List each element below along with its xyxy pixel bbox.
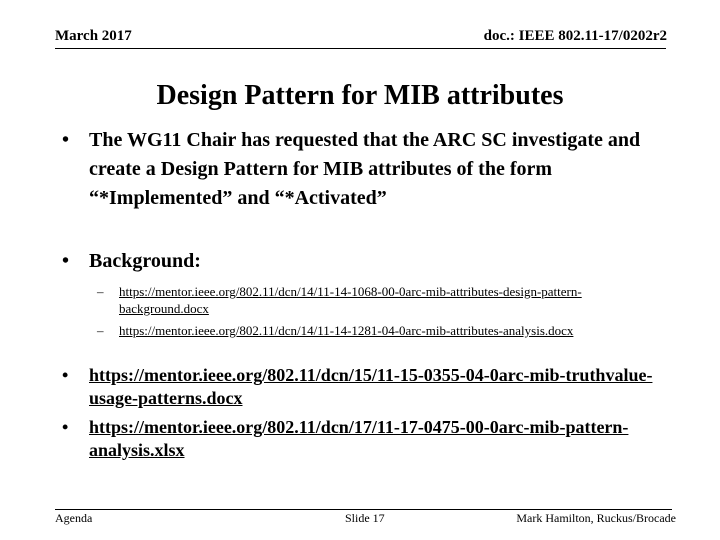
bullet-text: Background: xyxy=(89,250,201,272)
bullet-marker: • xyxy=(62,250,70,272)
header-document-id: doc.: IEEE 802.11-17/0202r2 xyxy=(483,28,667,44)
background-link-attributes-analysis[interactable]: https://mentor.ieee.org/802.11/dcn/14/11-14-1281-04-0arc-mib-attributes-analysis.docx xyxy=(119,323,574,338)
bullet-item xyxy=(62,416,662,462)
bullet-marker: • xyxy=(62,417,69,437)
bullet-text: The WG11 Chair has requested that the ARC SC investigate and create a Design Pattern for MIB attributes of the form “*Implemented” and “*Activated” xyxy=(89,129,641,209)
bullet-item xyxy=(62,126,662,213)
bullet-marker: • xyxy=(62,129,70,151)
bullet-marker: • xyxy=(62,365,69,385)
sub-bullet-marker: – xyxy=(97,323,104,338)
link-mib-pattern-analysis[interactable]: https://mentor.ieee.org/802.11/dcn/17/11-17-0475-00-0arc-mib-pattern-analysis.xlsx xyxy=(89,417,629,460)
bullet-item xyxy=(62,247,662,276)
footer-divider xyxy=(55,509,672,510)
sub-bullet-marker: – xyxy=(97,284,104,299)
sub-bullet-item xyxy=(97,283,657,317)
background-link-design-pattern[interactable]: https://mentor.ieee.org/802.11/dcn/14/11-14-1068-00-0arc-mib-attributes-design-pattern-background.docx xyxy=(119,284,582,316)
slide-title: Design Pattern for MIB attributes xyxy=(156,80,564,111)
header-divider xyxy=(55,48,666,49)
sub-bullet-item xyxy=(97,322,657,339)
footer-author: Mark Hamilton, Ruckus/Brocade xyxy=(516,511,676,525)
link-truthvalue-usage-patterns[interactable]: https://mentor.ieee.org/802.11/dcn/15/11-15-0355-04-0arc-mib-truthvalue-usage-patterns.docx xyxy=(89,365,653,408)
bullet-item xyxy=(62,364,662,410)
footer-section-label: Agenda xyxy=(55,511,93,525)
footer-slide-number: Slide 17 xyxy=(345,511,385,525)
header-date: March 2017 xyxy=(55,28,132,44)
